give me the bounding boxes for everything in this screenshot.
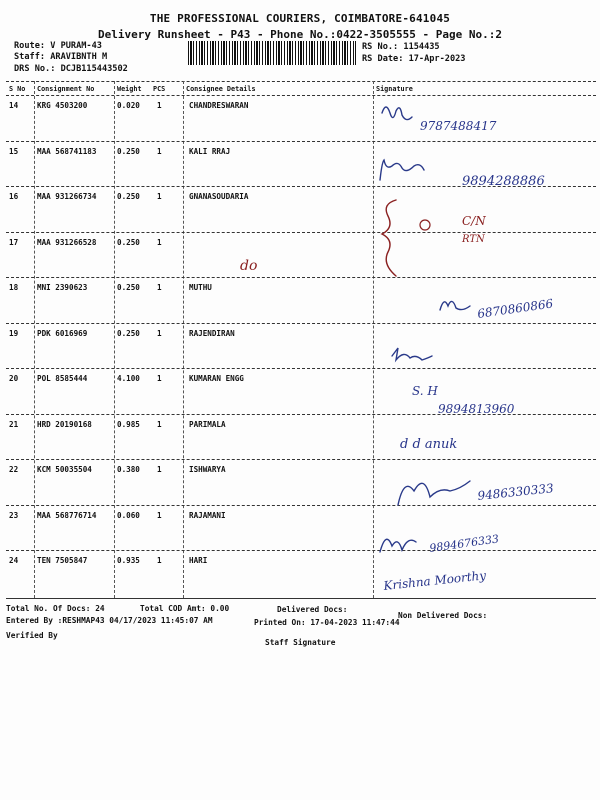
signature-mark [380,160,424,180]
cell-sno: 14 [9,101,19,110]
cell-pcs: 1 [157,419,162,429]
handwritten-note: S. H [412,384,438,398]
col-header-pcs: PCS [153,85,166,93]
cell-pcs: 1 [157,101,162,110]
cell-consignment-no: HRD 20190168 [37,419,92,429]
cell-consignment-no: MAA 568776714 [37,510,97,520]
cell-weight: 0.380 [117,465,140,474]
cell-consignment-no: PDK 6016969 [37,328,88,338]
ditto-mark: do [240,258,258,274]
total-cod: Total COD Amt: 0.00 [140,604,230,613]
cell-consignee: ISHWARYA [189,465,226,474]
cell-pcs: 1 [157,374,162,383]
bracket-mark [382,200,396,276]
handwritten-phone: 9787488417 [420,119,497,133]
cell-consignee: HARI [189,556,208,565]
cell-consignment-no: MAA 568741183 [37,146,97,156]
cell-sno: 18 [9,283,19,292]
cell-consignment-no: MAA 931266734 [37,192,97,201]
col-header-consignee: Consignee Details [186,85,256,93]
cell-consignee: RAJAMANI [189,510,226,520]
handwritten-phone: 9894288886 [462,174,545,189]
cell-sno: 15 [9,146,19,156]
cell-pcs: 1 [157,465,162,474]
rs-number: RS No.: 1154435 [362,42,440,52]
handwritten-phone: 9894813960 [438,402,515,416]
cell-consignment-no: TEN 7505847 [37,556,88,565]
non-delivered-docs: Non Delivered Docs: [398,611,488,620]
document-title: THE PROFESSIONAL COURIERS, COIMBATORE-641045 [149,12,451,25]
cell-pcs: 1 [157,510,162,520]
route-label: Route: V PURAM-43 [14,41,102,51]
handwritten-signature: Krishna Moorthy [382,568,487,593]
cell-sno: 21 [9,419,19,429]
cell-weight: 0.935 [117,556,140,565]
cell-weight: 0.250 [117,283,140,292]
cell-weight: 4.100 [117,374,140,383]
cell-consignee: PARIMALA [189,419,226,429]
cell-consignee: CHANDRESWARAN [189,101,249,110]
cell-pcs: 1 [157,283,162,292]
staff-label: Staff: ARAVIBNTH M [14,52,108,62]
cell-sno: 23 [9,510,19,520]
drs-number: DRS No.: DCJB115443502 [14,64,128,74]
cell-weight: 0.060 [117,510,140,520]
cell-consignee: GNANASOUDARIA [189,192,249,201]
staff-signature: Staff Signature [265,638,336,647]
handwritten-note: C/N [462,214,486,228]
cell-weight: 0.020 [117,101,140,110]
cell-weight: 0.250 [117,146,140,156]
cell-sno: 20 [9,374,19,383]
handwritten-signature: d d anuk [400,437,458,452]
cell-sno: 24 [9,556,19,565]
handwritten-phone: 9894676333 [428,532,500,555]
cell-pcs: 1 [157,192,162,201]
printed-on: Printed On: 17-04-2023 11:47:44 [254,618,400,627]
cell-consignee: RAJENDIRAN [189,328,235,338]
cell-consignment-no: POL 8585444 [37,374,88,383]
signature-mark [392,348,432,360]
cell-weight: 0.250 [117,237,140,247]
document-subtitle: Delivery Runsheet - P43 - Phone No.:0422-3505555 - Page No.:2 [98,28,502,41]
cell-sno: 19 [9,328,19,338]
cell-consignment-no: KRG 4503200 [37,101,88,110]
rs-date: RS Date: 17-Apr-2023 [362,54,466,64]
signature-mark [382,107,412,120]
cell-pcs: 1 [157,556,162,565]
cell-consignment-no: MAA 931266528 [37,237,97,247]
cell-sno: 16 [9,192,19,201]
col-header-sno: S No [9,85,26,93]
cell-pcs: 1 [157,146,162,156]
handwritten-phone: 6870860866 [476,296,555,321]
cell-consignee: MUTHU [189,283,212,292]
col-header-weight: Weight [117,85,142,93]
entered-by: Entered By :RESHMAP43 04/17/2023 11:45:07 AM [6,616,213,625]
cell-weight: 0.250 [117,328,140,338]
cell-consignee: KALI RRAJ [189,146,231,156]
cell-sno: 22 [9,465,19,474]
handwritten-phone: 9486330333 [476,481,555,503]
cell-weight: 0.985 [117,419,140,429]
cell-weight: 0.250 [117,192,140,201]
handwritten-note: RTN [462,234,485,245]
verified-by: Verified By [6,631,58,640]
signature-mark [380,539,416,552]
cell-consignment-no: KCM 50035504 [37,465,92,474]
cell-sno: 17 [9,237,19,247]
col-header-signature: Signature [376,85,413,93]
circle-mark [420,220,430,230]
signature-mark [440,301,470,310]
cell-consignment-no: MNI 2390623 [37,283,88,292]
delivered-docs: Delivered Docs: [277,605,348,614]
col-header-consignment: Consignment No [37,85,95,93]
cell-pcs: 1 [157,328,162,338]
cell-consignee: KUMARAN ENGG [189,374,244,383]
total-docs: Total No. Of Docs: 24 [6,604,105,613]
cell-pcs: 1 [157,237,162,247]
table-bottom-rule [6,598,596,599]
signature-mark [398,481,470,505]
